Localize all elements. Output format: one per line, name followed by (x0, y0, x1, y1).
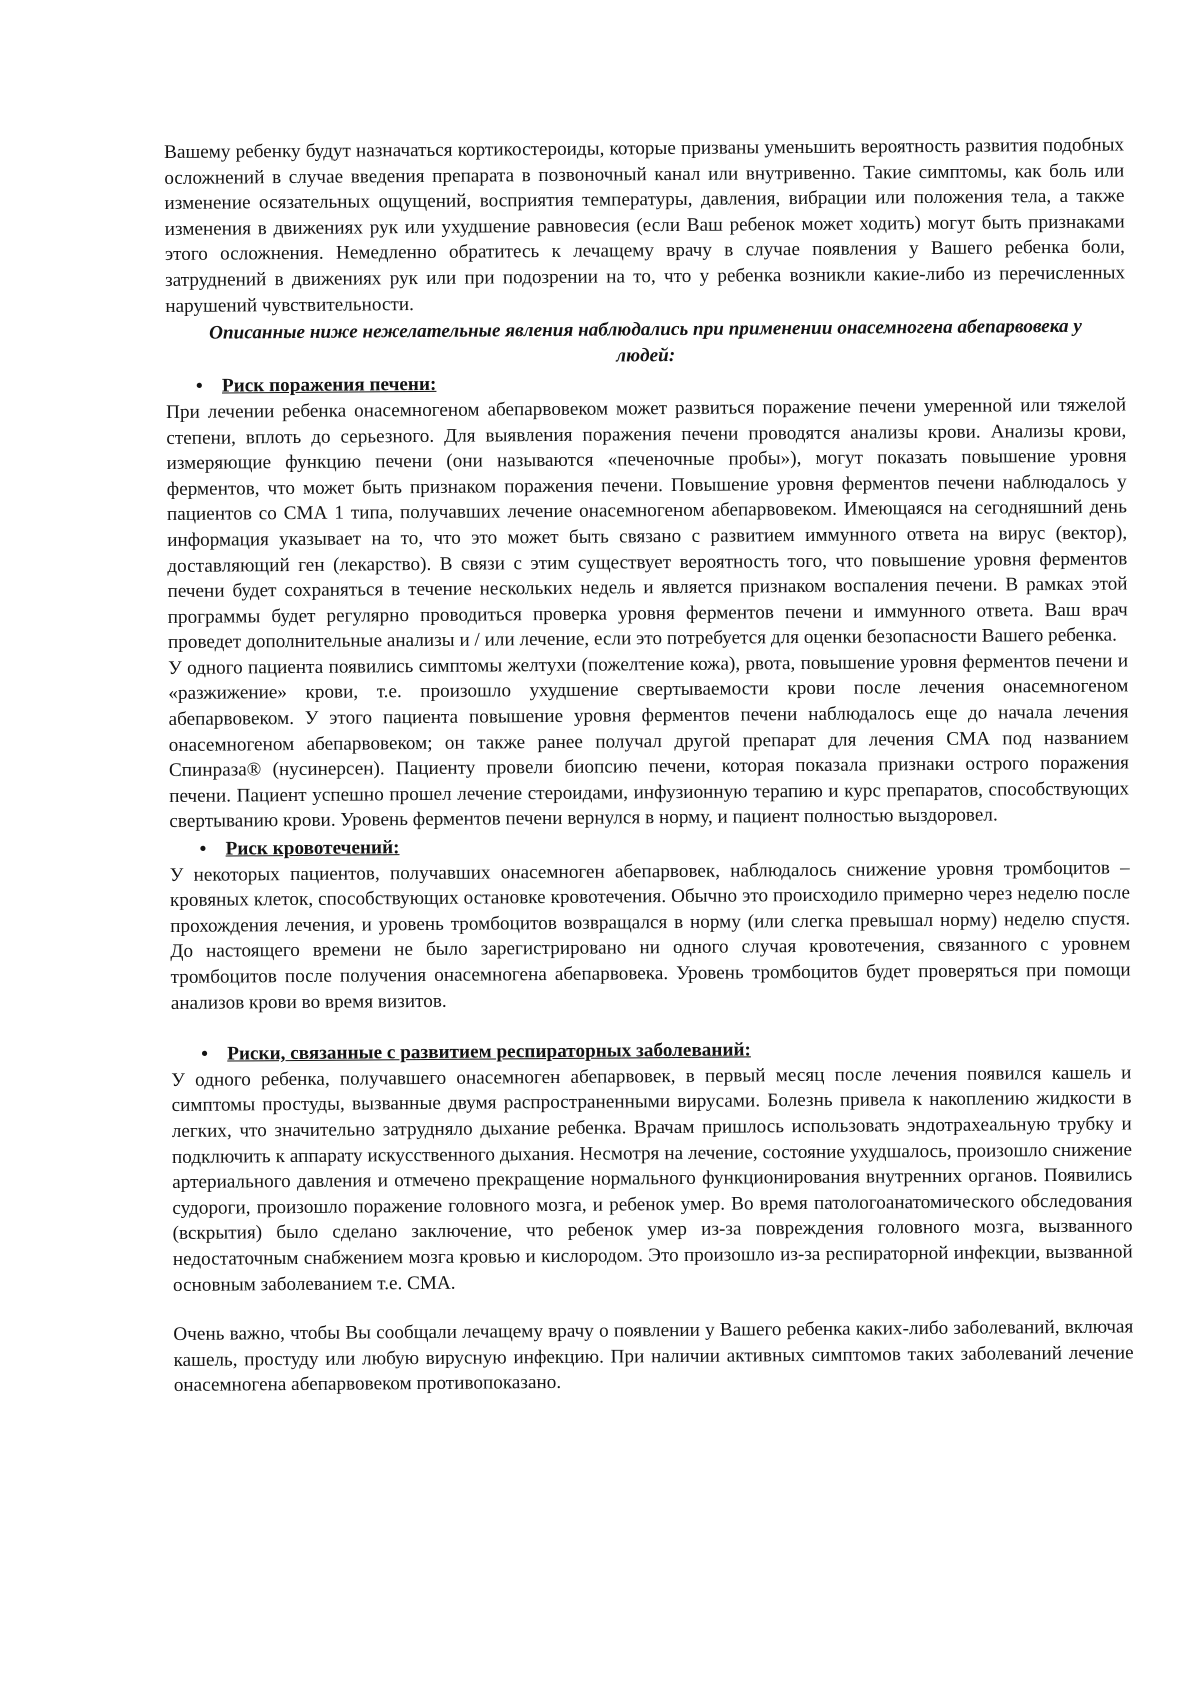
respiratory-risk-paragraph: У одного ребенка, получавшего онасемноген абепарвовек, в первый месяц после лечения появился кашель и симптомы простуды, вызванные двумя распространенными вирусами. Болезнь привела к накоплению жидкости в легких, что значительно затрудняло дыхание ребенка. Врачам пришлось использовать эндотрахеальную трубку и подключить к аппарату искусственного дыхания. Несмотря на лечение, состояние ухудшалось, произошло снижение артериального давления и отмечено прекращение нормального функционирования внутренних органов. Появились судороги, произошло поражение головного мозга, и ребенок умер. Во время патологоанатомического обследования (вскрытия) было сделано заключение, что ребенок умер из-за повреждения головного мозга, вызванного недостаточным снабжением мозга кровью и кислородом. Это произошло из-за респираторной инфекции, вызванной основным заболеванием т.е. СМА. (171, 1062, 1133, 1296)
bullet-icon: • (199, 838, 207, 860)
bleeding-risk-title: Риск кровотечений: (225, 837, 400, 860)
liver-risk-paragraph-2: У одного пациента появились симптомы желтухи (пожелтение кожа), рвота, повышение уровня ферментов печени и «разжижение» крови, т.е. произошло ухудшение свертываемости крови после лечения онасемногеном абепарвовеком. У этого пациента повышение уровня ферментов печени наблюдалось еще до начала лечения онасемногеном абепарвовеком; он также ранее получал другой препарат для лечения СМА под названием Спинраза® (нусинерсен). Пациенту провели биопсию печени, которая показала признаки острого поражения печени. Пациент успешно прошел лечение стероидами, инфузионную терапию и курс препаратов, способствующих свертыванию крови. Уровень ферментов печени вернулся в норму, и пациент полностью выздоровел. (168, 650, 1130, 833)
bleeding-risk-paragraph: У некоторых пациентов, получавших онасемноген абепарвовек, наблюдалось снижение уровня тромбоцитов – кровяных клеток, способствующих остановке кровотечения. Обычно это происходило примерно через неделю после прохождения лечения, и уровень тромбоцитов возвращался в норму (или слегка превышал норму) неделю спустя. До настоящего времени не было зарегистрировано ни одного случая кровотечения, связанного с уровнем тромбоцитов после получения онасемногена абепарвовека. Уровень тромбоцитов будет проверяться при помощи анализов крови во время визитов. (169, 857, 1131, 1014)
liver-risk-title: Риск поражения печени: (221, 374, 437, 397)
section-heading: Описанные ниже нежелательные явления наблюдались при применении онасемногена абепарвовека у людей: (208, 315, 1082, 367)
document-page (164, 132, 1134, 1398)
liver-risk-paragraph-1: При лечении ребенка онасемногеном абепарвовеком может развиться поражение печени умеренной или тяжелой степени, вплоть до серьезного. Для выявления поражения печени проводятся анализы крови. Анализы крови, измеряющие функцию печени (они называются «печеночные пробы»), могут показать повышение уровня ферментов, что может быть признаком поражения печени. Повышение уровня ферментов печени наблюдалось у пациентов со СМА 1 типа, получавших лечение онасемногеном абепарвовеком. Имеющаяся на сегодняшний день информация указывает на то, что это может быть связано с развитием иммунного ответа на вирус (вектор), доставляющий ген (лекарство). В связи с этим существует вероятность того, что повышение уровня ферментов печени будет сохраняться в течение нескольких недель и является признаком воспаления печени. В рамках этой программы будет регулярно проводиться проверка уровня ферментов печени и иммунного ответа. Ваш врач проведет дополнительные анализы и / или лечение, если это потребуется для оценки безопасности Вашего ребенка. (166, 394, 1128, 654)
bullet-icon: • (195, 376, 203, 398)
intro-paragraph: Вашему ребенку будут назначаться кортикостероиды, которые призваны уменьшить вероятность развития подобных осложнений в случае введения препарата в позвоночный канал или внутривенно. Такие симптомы, как боль или изменение осязательных ощущений, восприятия температуры, давления, вибрации или положения тела, а также изменения в движениях рук или ухудшение равновесия (если Ваш ребенок может ходить) могут быть признаками этого осложнения. Немедленно обратитесь к лечащему врачу в случае появления у Вашего ребенка боли, затруднений в движениях рук или при подозрении на то, что у ребенка возникли какие-либо из перечисленных нарушений чувствительности. (164, 134, 1126, 317)
respiratory-risk-title: Риски, связанные с развитием респираторных заболеваний: (227, 1039, 751, 1065)
closing-paragraph: Очень важно, чтобы Вы сообщали лечащему врачу о появлении у Вашего ребенка каких-либо заболеваний, включая кашель, простуду или любую вирусную инфекцию. При наличии активных симптомов таких заболеваний лечение онасемногена абепарвовеком противопоказано. (173, 1316, 1134, 1397)
bullet-icon: • (201, 1043, 208, 1065)
